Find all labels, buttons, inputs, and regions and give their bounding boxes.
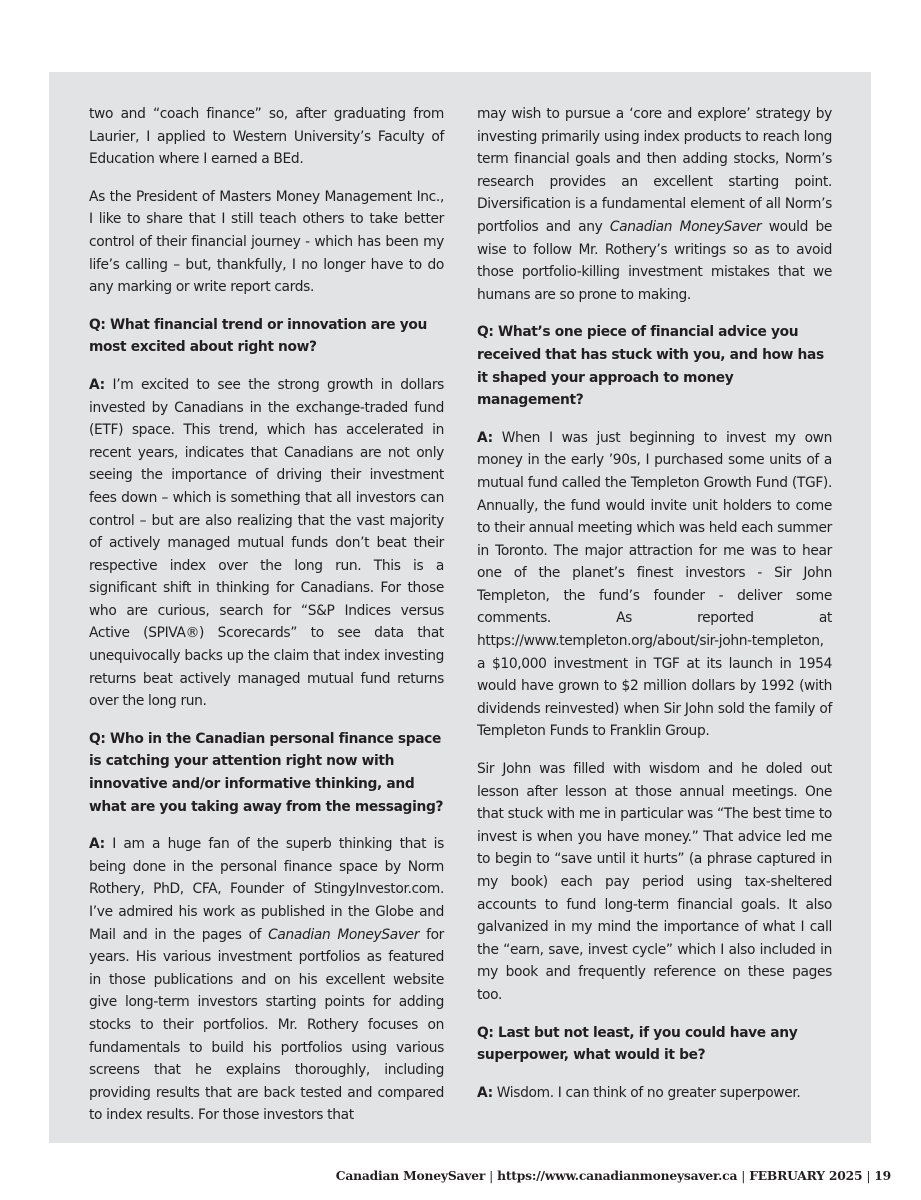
page-number: 19 [874,1168,891,1183]
answer-label: A: [89,836,105,853]
answer-paragraph [89,374,444,713]
question-heading: Q: What’s one piece of financial advice you received that has stuck with you, and how has it shaped your approach to money management? [477,324,824,409]
paragraph-text: may wish to pursue a ‘core and explore’ strategy by investing primarily using index products to reach long term financial goals and then adding stocks, Norm’s research provides an excellent starting point. Diversification is a fundamental element of all Norm’s portfolios and any [477,106,832,235]
footer-magazine-name: Canadian MoneySaver [335,1168,486,1183]
answer-label: A: [477,429,493,446]
answer-text: I am a huge fan of the superb thinking that is being done in the personal finance space by Norm Rothery, PhD, CFA, Founder of StingyInvestor.com. I’ve admired his work as published in the Globe and Mail and in the pages of [89,836,444,943]
paragraph-text: would be wise to follow Mr. Rothery’s writings so as to avoid those portfolio-killing investment mistakes that we humans are so prone to making. [477,218,833,303]
answer-text: When I was just beginning to invest my own money in the early ’90s, I purchased some units of a mutual fund called the Templeton Growth Fund (TGF). Annually, the fund would invite unit holders to come to their annual meeting which was held each summer in Toronto. The major attraction for me was to hear one of the planet’s finest investors - Sir John Templeton, the fund’s founder - deliver some comments. As reported at https://www.templeton.org/about/sir-john-templeton, a $10,000 investment in TGF at its launch in 1954 would have grown to $2 million dollars by 1992 (with dividends reinvested) when Sir John sold the family of Templeton Funds to Franklin Group. [477,429,832,740]
footer-url: https://www.canadianmoneysaver.ca [497,1168,738,1183]
publication-name: Canadian MoneySaver [268,926,420,943]
footer-issue-date: FEBRUARY 2025 [749,1168,863,1183]
right-column [477,103,832,1119]
question-heading: Q: What financial trend or innovation are you most excited about right now? [89,316,427,356]
answer-label: A: [89,376,105,393]
answer-label: A: [477,1084,493,1101]
paragraph: two and “coach finance” so, after graduating from Laurier, I applied to Western University’s Faculty of Education where I earned a BEd. [89,106,444,168]
answer-paragraph [89,833,444,1127]
paragraph: Sir John was filled with wisdom and he doled out lesson after lesson at those annual meetings. One that stuck with me in particular was “The best time to invest is when you have money.” That advice led me to begin to “save until it hurts” (a phrase captured in my book) each pay period using tax-sheltered accounts to fund long-term financial goals. It also galvanized in my mind the importance of what I call the “earn, save, invest cycle” which I also included in my book and frequently reference on these pages too. [477,761,832,1003]
left-column [89,103,444,1142]
answer-text: Wisdom. I can think of no greater superpower. [492,1084,801,1101]
question-heading: Q: Who in the Canadian personal finance space is catching your attention right now with innovative and/or informative thinking, and what are you taking away from the messaging? [89,730,444,815]
footer-separator: | [489,1169,494,1183]
paragraph [477,103,832,306]
answer-text: I’m excited to see the strong growth in dollars invested by Canadians in the exchange-traded fund (ETF) space. This trend, which has accelerated in recent years, indicates that Canadians are not only seeing the importance of driving their investment fees down – which is something that all investors can control – but are also realizing that the vast majority of actively managed mutual funds don’t beat their respective index over the long run. This is a significant shift in thinking for Canadians. For those who are curious, search for “S&P Indices versus Active (SPIVA®) Scorecards” to see data that unequivocally backs up the claim that index investing returns beat actively managed mutual fund returns over the long run. [89,376,444,710]
paragraph: As the President of Masters Money Management Inc., I like to share that I still teach others to take better control of their financial journey - which has been my life’s calling – but, thankfully, I no longer have to do any marking or write report cards. [89,188,444,296]
question-heading: Q: Last but not least, if you could have any superpower, what would it be? [477,1024,798,1064]
publication-name: Canadian MoneySaver [609,218,762,235]
footer-separator: | [741,1169,746,1183]
answer-text: for years. His various investment portfolios as featured in those publications and on his excellent website give long-term investors starting points for adding stocks to their portfolios. Mr. Rothery focuses on fundamentals to build his portfolios using various screens that he explains thoroughly, including providing results that are back tested and compared to index results. For those investors that [89,926,444,1124]
footer-separator: | [866,1169,871,1183]
answer-paragraph [477,427,832,743]
page-footer [336,1168,891,1183]
answer-paragraph [477,1082,832,1105]
